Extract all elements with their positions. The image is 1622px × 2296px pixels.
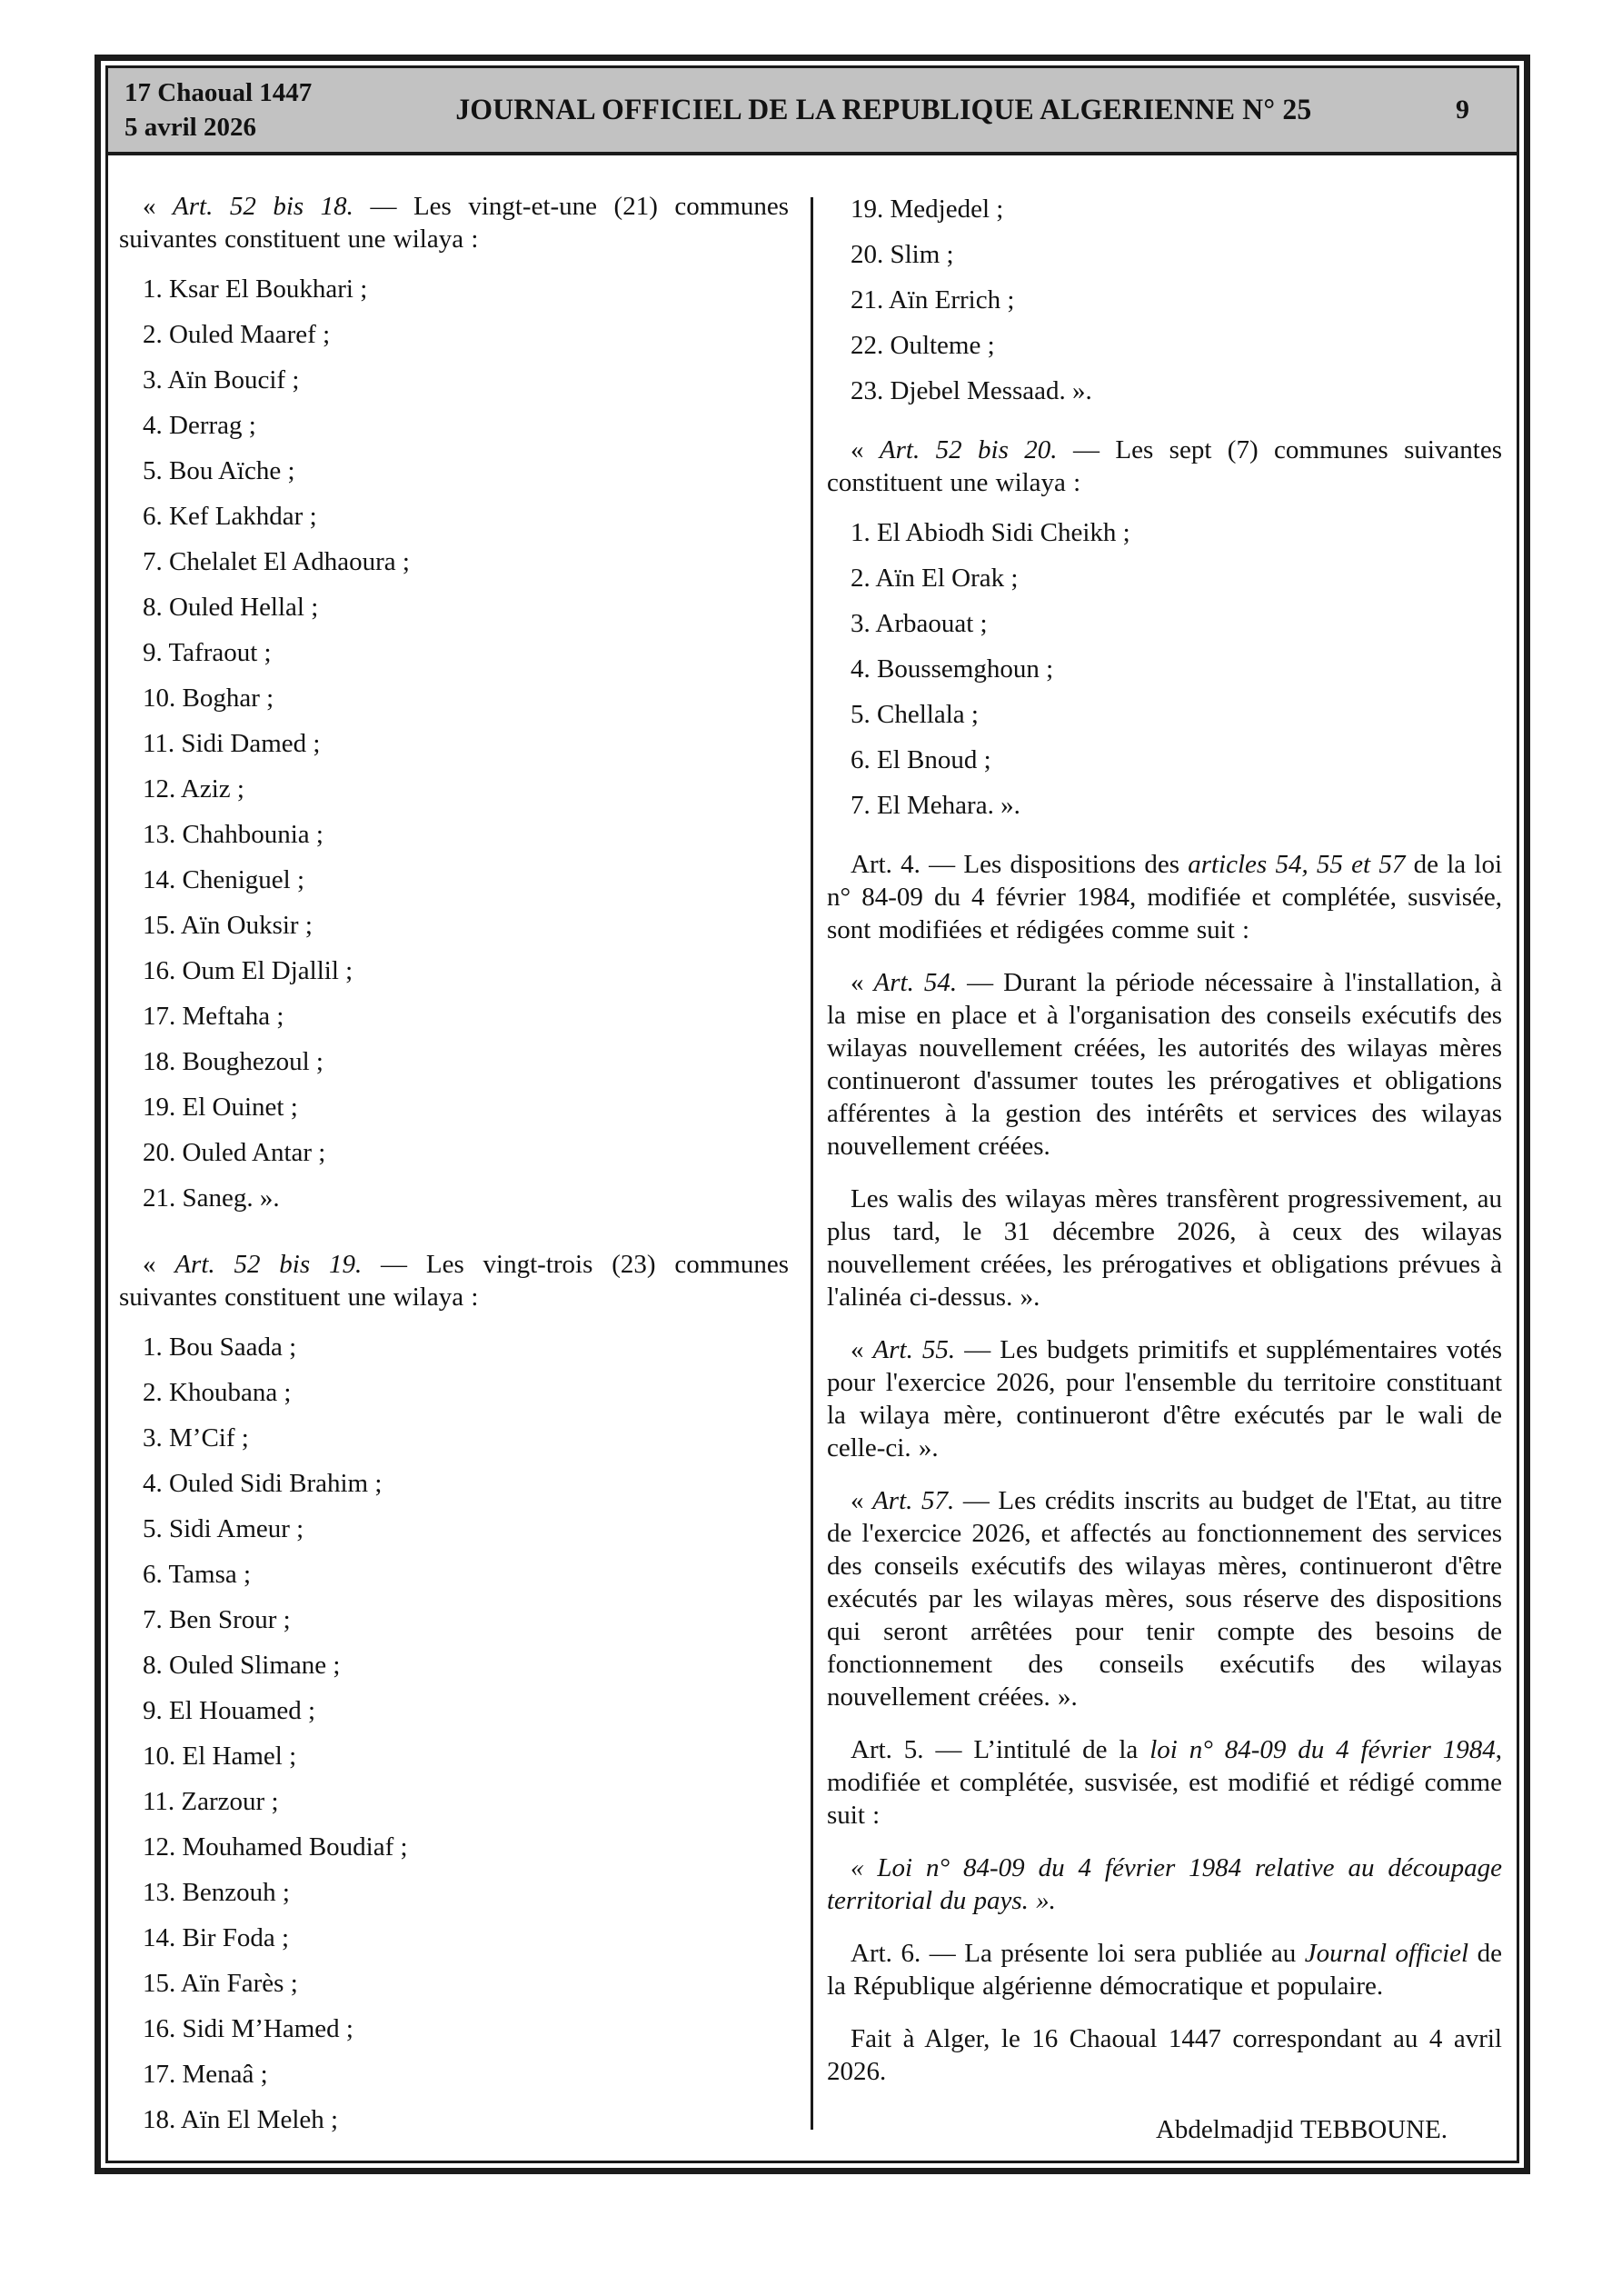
article-label: Art. 52 bis 18. <box>173 192 353 221</box>
open-quote: « <box>851 1335 873 1364</box>
list-item: 5. Bou Aïche ; <box>143 456 295 485</box>
para-art-52-bis-20 <box>827 434 1502 499</box>
list-item: 19. Medjedel ; <box>851 195 1004 224</box>
open-quote: « <box>851 435 880 464</box>
list-item: 11. Sidi Damed ; <box>143 729 321 758</box>
list-item: 12. Aziz ; <box>143 774 244 804</box>
list-item: 4. Ouled Sidi Brahim ; <box>143 1469 383 1498</box>
signature-name: Abdelmadjid TEBBOUNE. <box>1155 2115 1448 2144</box>
article-prefix: Art. 5. — L’intitulé de la <box>851 1735 1150 1764</box>
list-item: 2. Khoubana ; <box>143 1378 292 1407</box>
list-item: 19. El Ouinet ; <box>143 1093 298 1122</box>
list-item: 4. Boussemghoun ; <box>851 654 1054 684</box>
list-item: 14. Bir Foda ; <box>143 1923 290 1952</box>
list-item: 21. Saneg. ». <box>143 1183 280 1213</box>
article-prefix: Art. 4. — Les dispositions des <box>851 850 1189 879</box>
list-item: 2. Aïn El Orak ; <box>851 564 1019 593</box>
list-item: 9. Tafraout ; <box>143 638 272 667</box>
article-text: — Les sept (7) communes suivantes constituent une wilaya : <box>827 435 1503 497</box>
article-italic-ref: articles 54, 55 et 57 <box>1188 850 1406 879</box>
para-art-57 <box>827 1484 1502 1713</box>
list-item: 1. Bou Saada ; <box>143 1333 297 1362</box>
article-label: Art. 52 bis 20. <box>879 435 1058 464</box>
list-item: 12. Mouhamed Boudiaf ; <box>143 1832 408 1862</box>
list-item: 10. Boghar ; <box>143 684 274 713</box>
list-item: 3. Arbaouat ; <box>851 609 988 638</box>
list-item: 15. Aïn Farès ; <box>143 1969 298 1998</box>
column-left <box>108 186 812 2161</box>
page-number: 9 <box>1456 95 1469 125</box>
article-text: — Les vingt-trois (23) communes suivantes constituent une wilaya : <box>119 1250 789 1312</box>
list-item: 18. Aïn El Meleh ; <box>143 2105 339 2134</box>
list-item: 15. Aïn Ouksir ; <box>143 911 313 940</box>
para-law-title-quote: « Loi n° 84-09 du 4 février 1984 relative au découpage territorial du pays. ». <box>827 1853 1502 1915</box>
para-art-4 <box>827 848 1502 946</box>
article-suffix: , modifiée et complétée, susvisée, est modifié et rédigé comme suit : <box>827 1735 1502 1830</box>
list-item: 5. Chellala ; <box>851 700 979 729</box>
list-item: 4. Derrag ; <box>143 411 256 440</box>
list-item: 17. Meftaha ; <box>143 1002 284 1031</box>
page-inner-border <box>105 65 1519 2163</box>
para-art-6 <box>827 1937 1502 2002</box>
article-text: — Les budgets primitifs et supplémentaires votés pour l'exercice 2026, pour l'ensemble du territoire constituant la wilaya mère, continueront d'être exécutés par le wali de celle-ci. ». <box>827 1335 1503 1462</box>
column-divider <box>811 197 813 2130</box>
article-text: — Durant la période nécessaire à l'installation, à la mise en place et à l'organisation des conseils exécutifs des wilayas nouvellement créées, les autorités des wilayas mères continueront d'assumer toutes les prérogatives et obligations afférentes à la gestion des intérêts et services des wilayas nouvellement créées. <box>827 968 1503 1161</box>
list-item: 20. Ouled Antar ; <box>143 1138 326 1167</box>
article-suffix: de la République algérienne démocratique et populaire. <box>827 1939 1503 2001</box>
para-art-54 <box>827 966 1502 1163</box>
list-item: 7. El Mehara. ». <box>851 791 1020 820</box>
date-hijri: 17 Chaoual 1447 <box>124 78 313 107</box>
page-body <box>108 155 1517 2161</box>
article-label: Art. 52 bis 19. <box>174 1250 363 1279</box>
open-quote: « <box>851 968 874 997</box>
list-item: 16. Sidi M’Hamed ; <box>143 2014 353 2043</box>
article-suffix: de la loi n° 84-09 du 4 février 1984, modifiée et complétée, susvisée, sont modifiées et rédigées comme suit : <box>827 850 1502 944</box>
list-item: 9. El Houamed ; <box>143 1696 316 1725</box>
list-item: 2. Ouled Maaref ; <box>143 320 331 349</box>
article-label: Art. 54. <box>873 968 958 997</box>
para-art-55 <box>827 1333 1502 1464</box>
list-item: 3. M’Cif ; <box>143 1423 249 1452</box>
list-item: 6. Kef Lakhdar ; <box>143 502 317 531</box>
open-quote: « <box>851 1486 873 1515</box>
list-item: 17. Menaâ ; <box>143 2060 268 2089</box>
list-item: 20. Slim ; <box>851 240 954 269</box>
commune-list-19-continued <box>827 186 1502 414</box>
article-text: — Les crédits inscrits au budget de l'Etat, au titre de l'exercice 2026, et affectés au fonctionnement des services des conseils exécutifs des wilayas mères, continueront d'être exécutés par les wilayas mères, sous réserve des dispositions qui seront arrêtées pour tenir compte des besoins de fonctionnement des conseils exécutifs des wilayas nouvellement créées. ». <box>827 1486 1503 1712</box>
list-item: 13. Benzouh ; <box>143 1878 290 1907</box>
list-item: 7. Chelalet El Adhaoura ; <box>143 547 410 576</box>
commune-list-19 <box>119 1324 789 2142</box>
list-item: 16. Oum El Djallil ; <box>143 956 353 985</box>
list-item: 14. Cheniguel ; <box>143 865 305 894</box>
para-art-52-bis-18 <box>119 190 789 255</box>
list-item: 18. Boughezoul ; <box>143 1047 323 1076</box>
list-item: 6. El Bnoud ; <box>851 745 991 774</box>
list-item: 5. Sidi Ameur ; <box>143 1514 304 1543</box>
para-closing-date: Fait à Alger, le 16 Chaoual 1447 correspondant au 4 avril 2026. <box>827 2024 1502 2086</box>
list-item: 6. Tamsa ; <box>143 1560 252 1589</box>
list-item: 1. El Abiodh Sidi Cheikh ; <box>851 518 1130 547</box>
date-gregorian: 5 avril 2026 <box>124 113 256 142</box>
open-quote: « <box>143 1250 175 1279</box>
para-art-5 <box>827 1733 1502 1832</box>
commune-list-18 <box>119 266 789 1221</box>
list-item: 1. Ksar El Boukhari ; <box>143 275 368 304</box>
masthead <box>108 68 1517 155</box>
list-item: 7. Ben Srour ; <box>143 1605 291 1634</box>
article-text: — Les vingt-et-une (21) communes suivantes constituent une wilaya : <box>119 192 790 254</box>
article-italic-ref: loi n° 84-09 du 4 février 1984 <box>1149 1735 1496 1764</box>
para-art-54-alinea-2: Les walis des wilayas mères transfèrent progressivement, au plus tard, le 31 décembre 2026, à ceux des wilayas nouvellement créées, les prérogatives et obligations prévues à l'alinéa ci-dessus. ». <box>827 1184 1502 1312</box>
article-prefix: Art. 6. — La présente loi sera publiée au <box>851 1939 1305 1968</box>
list-item: 3. Aïn Boucif ; <box>143 365 300 394</box>
list-item: 10. El Hamel ; <box>143 1742 297 1771</box>
list-item: 8. Ouled Slimane ; <box>143 1651 341 1680</box>
column-right <box>812 186 1517 2161</box>
journal-title: JOURNAL OFFICIEL DE LA REPUBLIQUE ALGERIENNE N° 25 <box>455 93 1312 126</box>
list-item: 21. Aïn Errich ; <box>851 285 1015 314</box>
list-item: 22. Oulteme ; <box>851 331 995 360</box>
page-frame <box>95 55 1530 2174</box>
list-item: 23. Djebel Messaad. ». <box>851 376 1092 405</box>
list-item: 8. Ouled Hellal ; <box>143 593 319 622</box>
commune-list-20 <box>827 510 1502 828</box>
list-item: 13. Chahbounia ; <box>143 820 323 849</box>
para-art-52-bis-19 <box>119 1248 789 1313</box>
article-label: Art. 57. <box>872 1486 955 1515</box>
open-quote: « <box>143 192 174 221</box>
article-italic-ref: Journal officiel <box>1304 1939 1469 1968</box>
article-label: Art. 55. <box>872 1335 956 1364</box>
list-item: 11. Zarzour ; <box>143 1787 279 1816</box>
masthead-dates <box>124 75 312 145</box>
